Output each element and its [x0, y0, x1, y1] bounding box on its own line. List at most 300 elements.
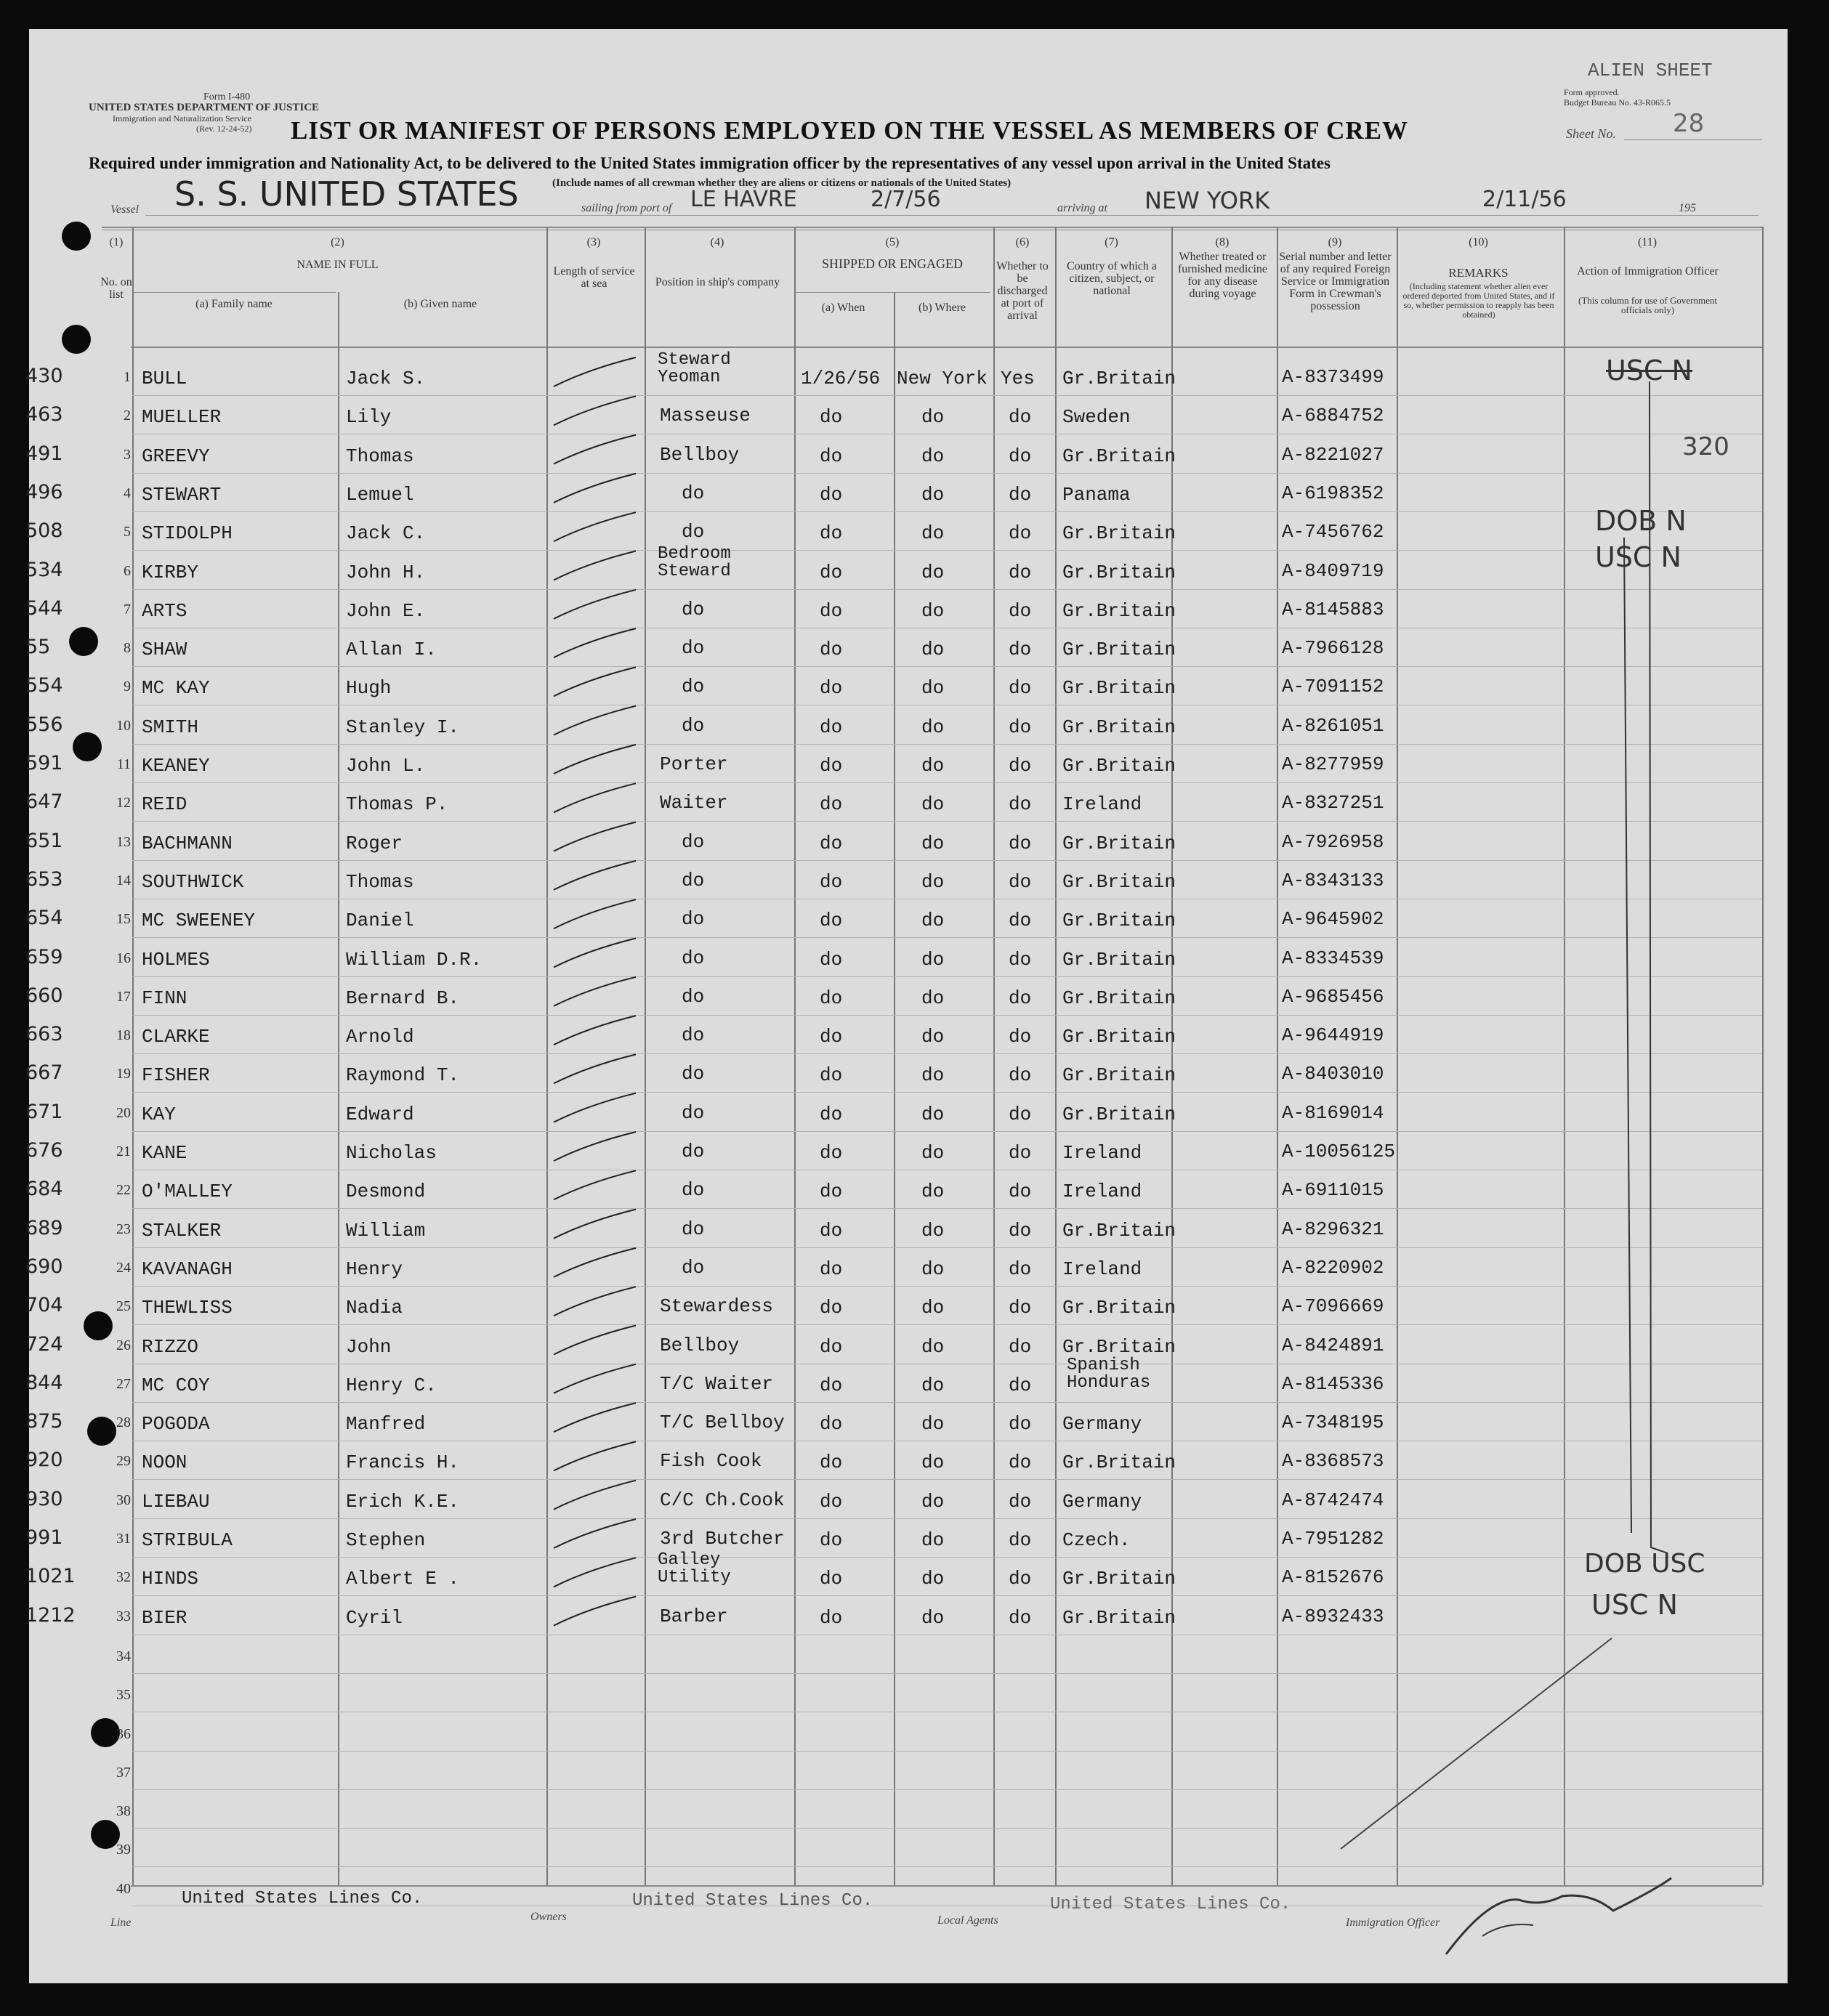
vessel-name: S. S. UNITED STATES — [174, 174, 519, 214]
officer-mark-usc-3: USC N — [1591, 1589, 1678, 1621]
footer-agents-value: United States Lines Co. — [1050, 1895, 1291, 1914]
row-number: 9 — [124, 679, 131, 695]
list-number: 690 — [25, 1255, 63, 1278]
shipped-when: do — [820, 483, 843, 506]
shipped-where: do — [921, 1568, 945, 1590]
shipped-where: do — [921, 948, 945, 971]
country: Germany — [1062, 1490, 1142, 1513]
row-number: 15 — [116, 911, 131, 928]
col11-header: Action of Immigration Officer — [1577, 265, 1719, 278]
empty-row-number: 36 — [116, 1725, 131, 1742]
given-name: John H. — [346, 561, 426, 583]
row-number: 4 — [124, 485, 131, 501]
shipped-where: do — [921, 755, 945, 777]
shipped-where: do — [921, 1374, 945, 1396]
country: Gr.Britain — [1062, 445, 1176, 467]
given-name: John E. — [346, 599, 426, 622]
discharge: do — [1009, 1413, 1032, 1436]
footer-line-value: United States Lines Co. — [182, 1889, 423, 1908]
footer-line-label: Line — [110, 1916, 132, 1929]
shipped-when: do — [820, 522, 843, 545]
position: do — [682, 1218, 705, 1240]
country: Gr.Britain — [1062, 1064, 1176, 1087]
row-number: 33 — [116, 1608, 131, 1624]
country: Gr.Britain — [1062, 716, 1176, 738]
position: Galley Utility — [658, 1550, 731, 1588]
given-name: Albert E . — [346, 1568, 460, 1590]
row-number: 13 — [116, 833, 131, 850]
position: do — [682, 1063, 705, 1085]
discharge: do — [1009, 599, 1032, 622]
list-number: 920 — [25, 1449, 63, 1472]
serial-number: A-8221027 — [1282, 443, 1384, 466]
family-name: STIDOLPH — [142, 522, 233, 545]
list-number: 667 — [25, 1061, 63, 1085]
list-number: 463 — [25, 403, 63, 426]
list-number: 496 — [25, 480, 63, 503]
discharge: do — [1009, 793, 1032, 816]
shipped-where: do — [921, 599, 945, 622]
country: Gr.Britain — [1062, 368, 1176, 389]
shipped-where: do — [921, 1142, 945, 1164]
serial-number: A-9645902 — [1282, 908, 1384, 931]
row-number: 25 — [116, 1298, 131, 1315]
list-number: 544 — [25, 596, 63, 620]
country: Gr.Britain — [1062, 599, 1176, 622]
serial-number: A-6198352 — [1282, 482, 1384, 504]
position: Stewardess — [660, 1295, 774, 1318]
serial-number: A-9685456 — [1282, 985, 1384, 1008]
country: Gr.Britain — [1062, 1103, 1176, 1125]
discharge: do — [1009, 1568, 1032, 1590]
shipped-when: do — [820, 1335, 843, 1358]
family-name: GREEVY — [142, 445, 210, 467]
shipped-when: do — [820, 1181, 843, 1203]
list-number: 647 — [25, 790, 63, 814]
shipped-when: do — [820, 1297, 843, 1319]
row-number: 1 — [124, 369, 131, 385]
serial-number: A-9644919 — [1282, 1024, 1384, 1047]
given-name: Henry — [346, 1258, 403, 1280]
serial-number: A-8220902 — [1282, 1256, 1384, 1279]
shipped-where: do — [921, 1413, 945, 1436]
list-number: 991 — [25, 1526, 63, 1549]
sailing-port: LE HAVRE — [690, 187, 797, 212]
shipped-when: do — [820, 1064, 843, 1087]
list-number: 651 — [25, 829, 63, 852]
row-number: 29 — [116, 1453, 131, 1470]
given-name: Daniel — [346, 910, 414, 932]
discharge: do — [1009, 1335, 1032, 1358]
discharge: do — [1009, 716, 1032, 738]
footer-owners-label: Owners — [530, 1911, 567, 1923]
position: do — [682, 908, 705, 931]
serial-number: A-8169014 — [1282, 1101, 1384, 1124]
country: Gr.Britain — [1062, 1606, 1176, 1629]
vessel-label: Vessel — [110, 203, 140, 216]
col7-header: Country of which a citizen, subject, or national — [1067, 260, 1157, 297]
discharge: do — [1009, 1529, 1032, 1551]
country: Sweden — [1062, 406, 1131, 429]
position: Masseuse — [660, 405, 751, 427]
shipped-when: do — [820, 1374, 843, 1396]
position: do — [682, 985, 705, 1008]
serial-number: A-7348195 — [1282, 1412, 1384, 1434]
revision: (Rev. 12-24-52) — [196, 124, 252, 134]
arriving-port: NEW YORK — [1144, 187, 1270, 214]
family-name: O'MALLEY — [142, 1181, 233, 1203]
discharge: do — [1009, 483, 1032, 506]
list-number: 1212 — [25, 1603, 76, 1627]
country: Gr.Britain — [1062, 987, 1176, 1009]
list-number: 491 — [25, 442, 63, 465]
position: 3rd Butcher — [660, 1528, 785, 1550]
position: do — [682, 869, 705, 891]
country: Ireland — [1062, 1258, 1142, 1280]
given-name: William — [346, 1219, 426, 1242]
given-name: Thomas P. — [346, 793, 448, 816]
department: UNITED STATES DEPARTMENT OF JUSTICE — [89, 102, 320, 113]
list-number: 689 — [25, 1216, 63, 1239]
family-name: SHAW — [142, 639, 187, 661]
serial-number: A-8152676 — [1282, 1566, 1384, 1589]
empty-row-number: 37 — [116, 1764, 131, 1781]
row-number: 11 — [116, 756, 131, 772]
given-name: Desmond — [346, 1181, 426, 1203]
discharge: do — [1009, 1490, 1032, 1513]
position: do — [682, 1179, 705, 1202]
position: Bedroom Steward — [658, 543, 731, 581]
discharge: do — [1009, 1142, 1032, 1164]
sheet-no-label: Sheet No. — [1566, 126, 1616, 141]
given-name: Hugh — [346, 677, 392, 700]
position: do — [682, 637, 705, 660]
family-name: BIER — [142, 1606, 187, 1629]
position: do — [682, 521, 705, 543]
col8-header: Whether treated or furnished medicine for any disease during voyage — [1177, 251, 1268, 300]
discharge: do — [1009, 1374, 1032, 1396]
country: Gr.Britain — [1062, 1568, 1176, 1590]
shipped-when: do — [820, 948, 843, 971]
serial-number: A-8409719 — [1282, 559, 1384, 582]
discharge: Yes — [1001, 368, 1035, 389]
family-name: STEWART — [142, 483, 222, 506]
row-number: 2 — [124, 408, 131, 424]
serial-number: A-6911015 — [1282, 1179, 1384, 1202]
discharge: do — [1009, 522, 1032, 545]
list-number: 534 — [25, 558, 63, 581]
discharge: do — [1009, 870, 1032, 893]
manifest-sheet — [25, 29, 1788, 1983]
col1-header: No. on list — [100, 276, 132, 301]
shipped-where: New York — [897, 368, 988, 389]
row-number: 20 — [116, 1104, 131, 1121]
serial-number: A-8343133 — [1282, 869, 1384, 891]
row-number: 31 — [116, 1531, 131, 1547]
sailing-label: sailing from port of — [581, 202, 672, 214]
given-name: Nicholas — [346, 1142, 437, 1164]
list-number: 556 — [25, 713, 63, 736]
officer-mark-dob: DOB N — [1595, 505, 1687, 537]
given-name: Stanley I. — [346, 716, 460, 738]
position: do — [682, 1256, 705, 1279]
family-name: KEANEY — [142, 755, 210, 777]
serial-number: A-8277959 — [1282, 753, 1384, 775]
position: do — [682, 1101, 705, 1124]
discharge: do — [1009, 1606, 1032, 1629]
family-name: THEWLISS — [142, 1297, 233, 1319]
family-name: NOON — [142, 1452, 187, 1474]
position: C/C Ch.Cook — [660, 1489, 785, 1511]
serial-number: A-6884752 — [1282, 405, 1384, 427]
row-number: 7 — [124, 601, 131, 618]
country: Gr.Britain — [1062, 870, 1176, 893]
family-name: RIZZO — [142, 1335, 199, 1358]
shipped-where: do — [921, 1219, 945, 1242]
officer-mark-usc: USC N — [1606, 355, 1692, 386]
year-suffix: 195 — [1679, 202, 1696, 214]
col2b-header: (b) Given name — [403, 298, 477, 310]
list-number: 724 — [25, 1332, 63, 1356]
shipped-when: do — [820, 1529, 843, 1551]
form-approved: Form approved. — [1564, 87, 1620, 97]
family-name: KIRBY — [142, 561, 199, 583]
list-number: 508 — [25, 519, 63, 543]
row-number: 10 — [116, 717, 131, 734]
shipped-when: do — [820, 716, 843, 738]
serial-number: A-8403010 — [1282, 1063, 1384, 1085]
empty-row-number: 38 — [116, 1803, 131, 1820]
discharge: do — [1009, 639, 1032, 661]
shipped-where: do — [921, 1606, 945, 1629]
row-number: 6 — [124, 562, 131, 579]
list-number: 660 — [25, 984, 63, 1007]
country: Ireland — [1062, 793, 1142, 816]
discharge: do — [1009, 1026, 1032, 1048]
col7-number: (7) — [1105, 236, 1118, 248]
country: Ireland — [1062, 1181, 1142, 1203]
shipped-where: do — [921, 1452, 945, 1474]
shipped-when: do — [820, 755, 843, 777]
serial-number: A-8373499 — [1282, 366, 1384, 388]
family-name: ARTS — [142, 599, 187, 622]
serial-number: A-8145336 — [1282, 1372, 1384, 1395]
list-number: 844 — [25, 1371, 63, 1394]
family-name: STRIBULA — [142, 1529, 233, 1551]
shipped-where: do — [921, 987, 945, 1009]
position: Fish Cook — [660, 1450, 762, 1473]
discharge: do — [1009, 1297, 1032, 1319]
discharge: do — [1009, 1103, 1032, 1125]
discharge: do — [1009, 832, 1032, 854]
family-name: MC COY — [142, 1374, 210, 1396]
shipped-when: do — [820, 639, 843, 661]
list-number: 659 — [25, 945, 63, 968]
position: do — [682, 830, 705, 853]
given-name: Roger — [346, 832, 403, 854]
serial-number: A-10056125 — [1282, 1141, 1396, 1162]
col10-number: (10) — [1469, 236, 1488, 248]
shipped-where: do — [921, 561, 945, 583]
given-name: Edward — [346, 1103, 414, 1125]
row-number: 24 — [116, 1259, 131, 1276]
shipped-where: do — [921, 910, 945, 932]
country: Panama — [1062, 483, 1131, 506]
col6-header: Whether to be discharged at port of arrival — [996, 260, 1049, 322]
form-number: Form I-480 — [203, 92, 251, 102]
given-name: Thomas — [346, 870, 414, 893]
row-number: 27 — [116, 1375, 131, 1392]
officer-mark-usc-2: USC N — [1595, 541, 1681, 573]
page-title: LIST OR MANIFEST OF PERSONS EMPLOYED ON THE VESSEL AS MEMBERS OF CREW — [291, 116, 1409, 145]
shipped-where: do — [921, 639, 945, 661]
position: Porter — [660, 753, 728, 775]
col5a-header: (a) When — [821, 301, 865, 314]
col2a-header: (a) Family name — [195, 298, 272, 310]
discharge: do — [1009, 1181, 1032, 1203]
list-number: 55 — [25, 636, 51, 659]
officer-mark-320: 320 — [1682, 432, 1729, 461]
col4-header: Position in ship's company — [655, 276, 780, 288]
shipped-when: do — [820, 1219, 843, 1242]
empty-row-number: 34 — [116, 1648, 131, 1664]
footer-owners-value: United States Lines Co. — [632, 1891, 873, 1911]
shipped-when: do — [820, 406, 843, 429]
serial-number: A-8327251 — [1282, 792, 1384, 814]
list-number: 1021 — [25, 1565, 76, 1588]
list-number: 671 — [25, 1100, 63, 1123]
given-name: Francis H. — [346, 1452, 460, 1474]
shipped-where: do — [921, 1064, 945, 1087]
discharge: do — [1009, 755, 1032, 777]
discharge: do — [1009, 445, 1032, 467]
shipped-when: do — [820, 1606, 843, 1629]
country: Gr.Britain — [1062, 1335, 1176, 1358]
given-name: Allan I. — [346, 639, 437, 661]
col2-header: NAME IN FULL — [296, 259, 379, 271]
family-name: HINDS — [142, 1568, 199, 1590]
serial-number: A-7456762 — [1282, 521, 1384, 543]
discharge: do — [1009, 1452, 1032, 1474]
list-number: 653 — [25, 867, 63, 891]
row-number: 5 — [124, 524, 131, 541]
row-number: 28 — [116, 1414, 131, 1431]
shipped-where: do — [921, 832, 945, 854]
given-name: Stephen — [346, 1529, 426, 1551]
position: do — [682, 676, 705, 698]
shipped-where: do — [921, 1335, 945, 1358]
shipped-when: do — [820, 1490, 843, 1513]
row-number: 21 — [116, 1143, 131, 1159]
shipped-where: do — [921, 716, 945, 738]
given-name: Henry C. — [346, 1374, 437, 1396]
serial-number: A-8261051 — [1282, 714, 1384, 737]
list-number: 704 — [25, 1294, 63, 1317]
country: Gr.Britain — [1062, 832, 1176, 854]
country: Gr.Britain — [1062, 1452, 1176, 1474]
family-name: STALKER — [142, 1219, 222, 1242]
row-number: 18 — [116, 1027, 131, 1044]
given-name: Manfred — [346, 1413, 426, 1436]
position: T/C Bellboy — [660, 1412, 785, 1434]
country: Gr.Britain — [1062, 677, 1176, 700]
shipped-where: do — [921, 793, 945, 816]
shipped-when: do — [820, 1026, 843, 1048]
row-number: 26 — [116, 1337, 131, 1353]
include-note: (Include names of all crewman whether they are aliens or citizens or nationals of the United States) — [552, 177, 1012, 189]
shipped-where: do — [921, 445, 945, 467]
list-number: 654 — [25, 907, 63, 930]
sailing-date: 2/7/56 — [871, 187, 941, 212]
shipped-when: do — [820, 987, 843, 1009]
col5-header: SHIPPED OR ENGAGED — [821, 256, 963, 271]
given-name: Jack C. — [346, 522, 426, 545]
position: do — [682, 482, 705, 504]
empty-row-number: 35 — [116, 1687, 131, 1704]
serial-number: A-8145883 — [1282, 598, 1384, 620]
position: Bellboy — [660, 1334, 740, 1356]
shipped-where: do — [921, 1297, 945, 1319]
col11-note: (This column for use of Government officials only) — [1578, 295, 1717, 315]
family-name: POGODA — [142, 1413, 210, 1436]
list-number: 676 — [25, 1139, 63, 1162]
family-name: KANE — [142, 1142, 187, 1164]
page-subtitle: Required under immigration and Nationality Act, to be delivered to the United States immigration officer by the representatives of any vessel upon arrival in the United States — [89, 154, 1331, 172]
given-name: Lemuel — [346, 483, 414, 506]
alien-sheet-label: ALIEN SHEET — [1588, 60, 1713, 81]
serial-number: A-7951282 — [1282, 1528, 1384, 1550]
discharge: do — [1009, 1219, 1032, 1242]
row-number: 17 — [116, 988, 131, 1005]
country: Czech. — [1062, 1529, 1131, 1551]
row-number: 8 — [124, 640, 131, 657]
shipped-when: do — [820, 1568, 843, 1590]
discharge: do — [1009, 1064, 1032, 1087]
family-name: HOLMES — [142, 948, 210, 971]
shipped-where: do — [921, 522, 945, 545]
row-number: 14 — [116, 872, 131, 888]
shipped-where: do — [921, 1529, 945, 1551]
list-number: 930 — [25, 1487, 63, 1510]
country: Spanish Honduras — [1067, 1355, 1151, 1393]
shipped-where: do — [921, 1026, 945, 1048]
position: do — [682, 714, 705, 737]
position: Bellboy — [660, 443, 740, 466]
given-name: Arnold — [346, 1026, 414, 1048]
country: Germany — [1062, 1413, 1142, 1436]
position: do — [682, 1024, 705, 1047]
family-name: MC SWEENEY — [142, 910, 256, 932]
position: do — [682, 947, 705, 969]
col9-header: Serial number and letter of any required Foreign Service or Immigration Form in Crewman's possession — [1279, 251, 1392, 312]
discharge: do — [1009, 910, 1032, 932]
row-number: 30 — [116, 1491, 131, 1508]
list-number: 663 — [25, 1023, 63, 1046]
list-number: 430 — [25, 365, 63, 387]
country: Gr.Britain — [1062, 561, 1176, 583]
shipped-when: do — [820, 1452, 843, 1474]
family-name: MUELLER — [142, 406, 222, 429]
serial-number: A-8368573 — [1282, 1450, 1384, 1473]
country: Ireland — [1062, 1142, 1142, 1164]
family-name: LIEBAU — [142, 1490, 210, 1513]
shipped-when: do — [820, 1142, 843, 1164]
shipped-when: do — [820, 445, 843, 467]
serial-number: A-8334539 — [1282, 947, 1384, 969]
country: Gr.Britain — [1062, 1026, 1176, 1048]
col3-number: (3) — [586, 236, 601, 248]
discharge: do — [1009, 948, 1032, 971]
